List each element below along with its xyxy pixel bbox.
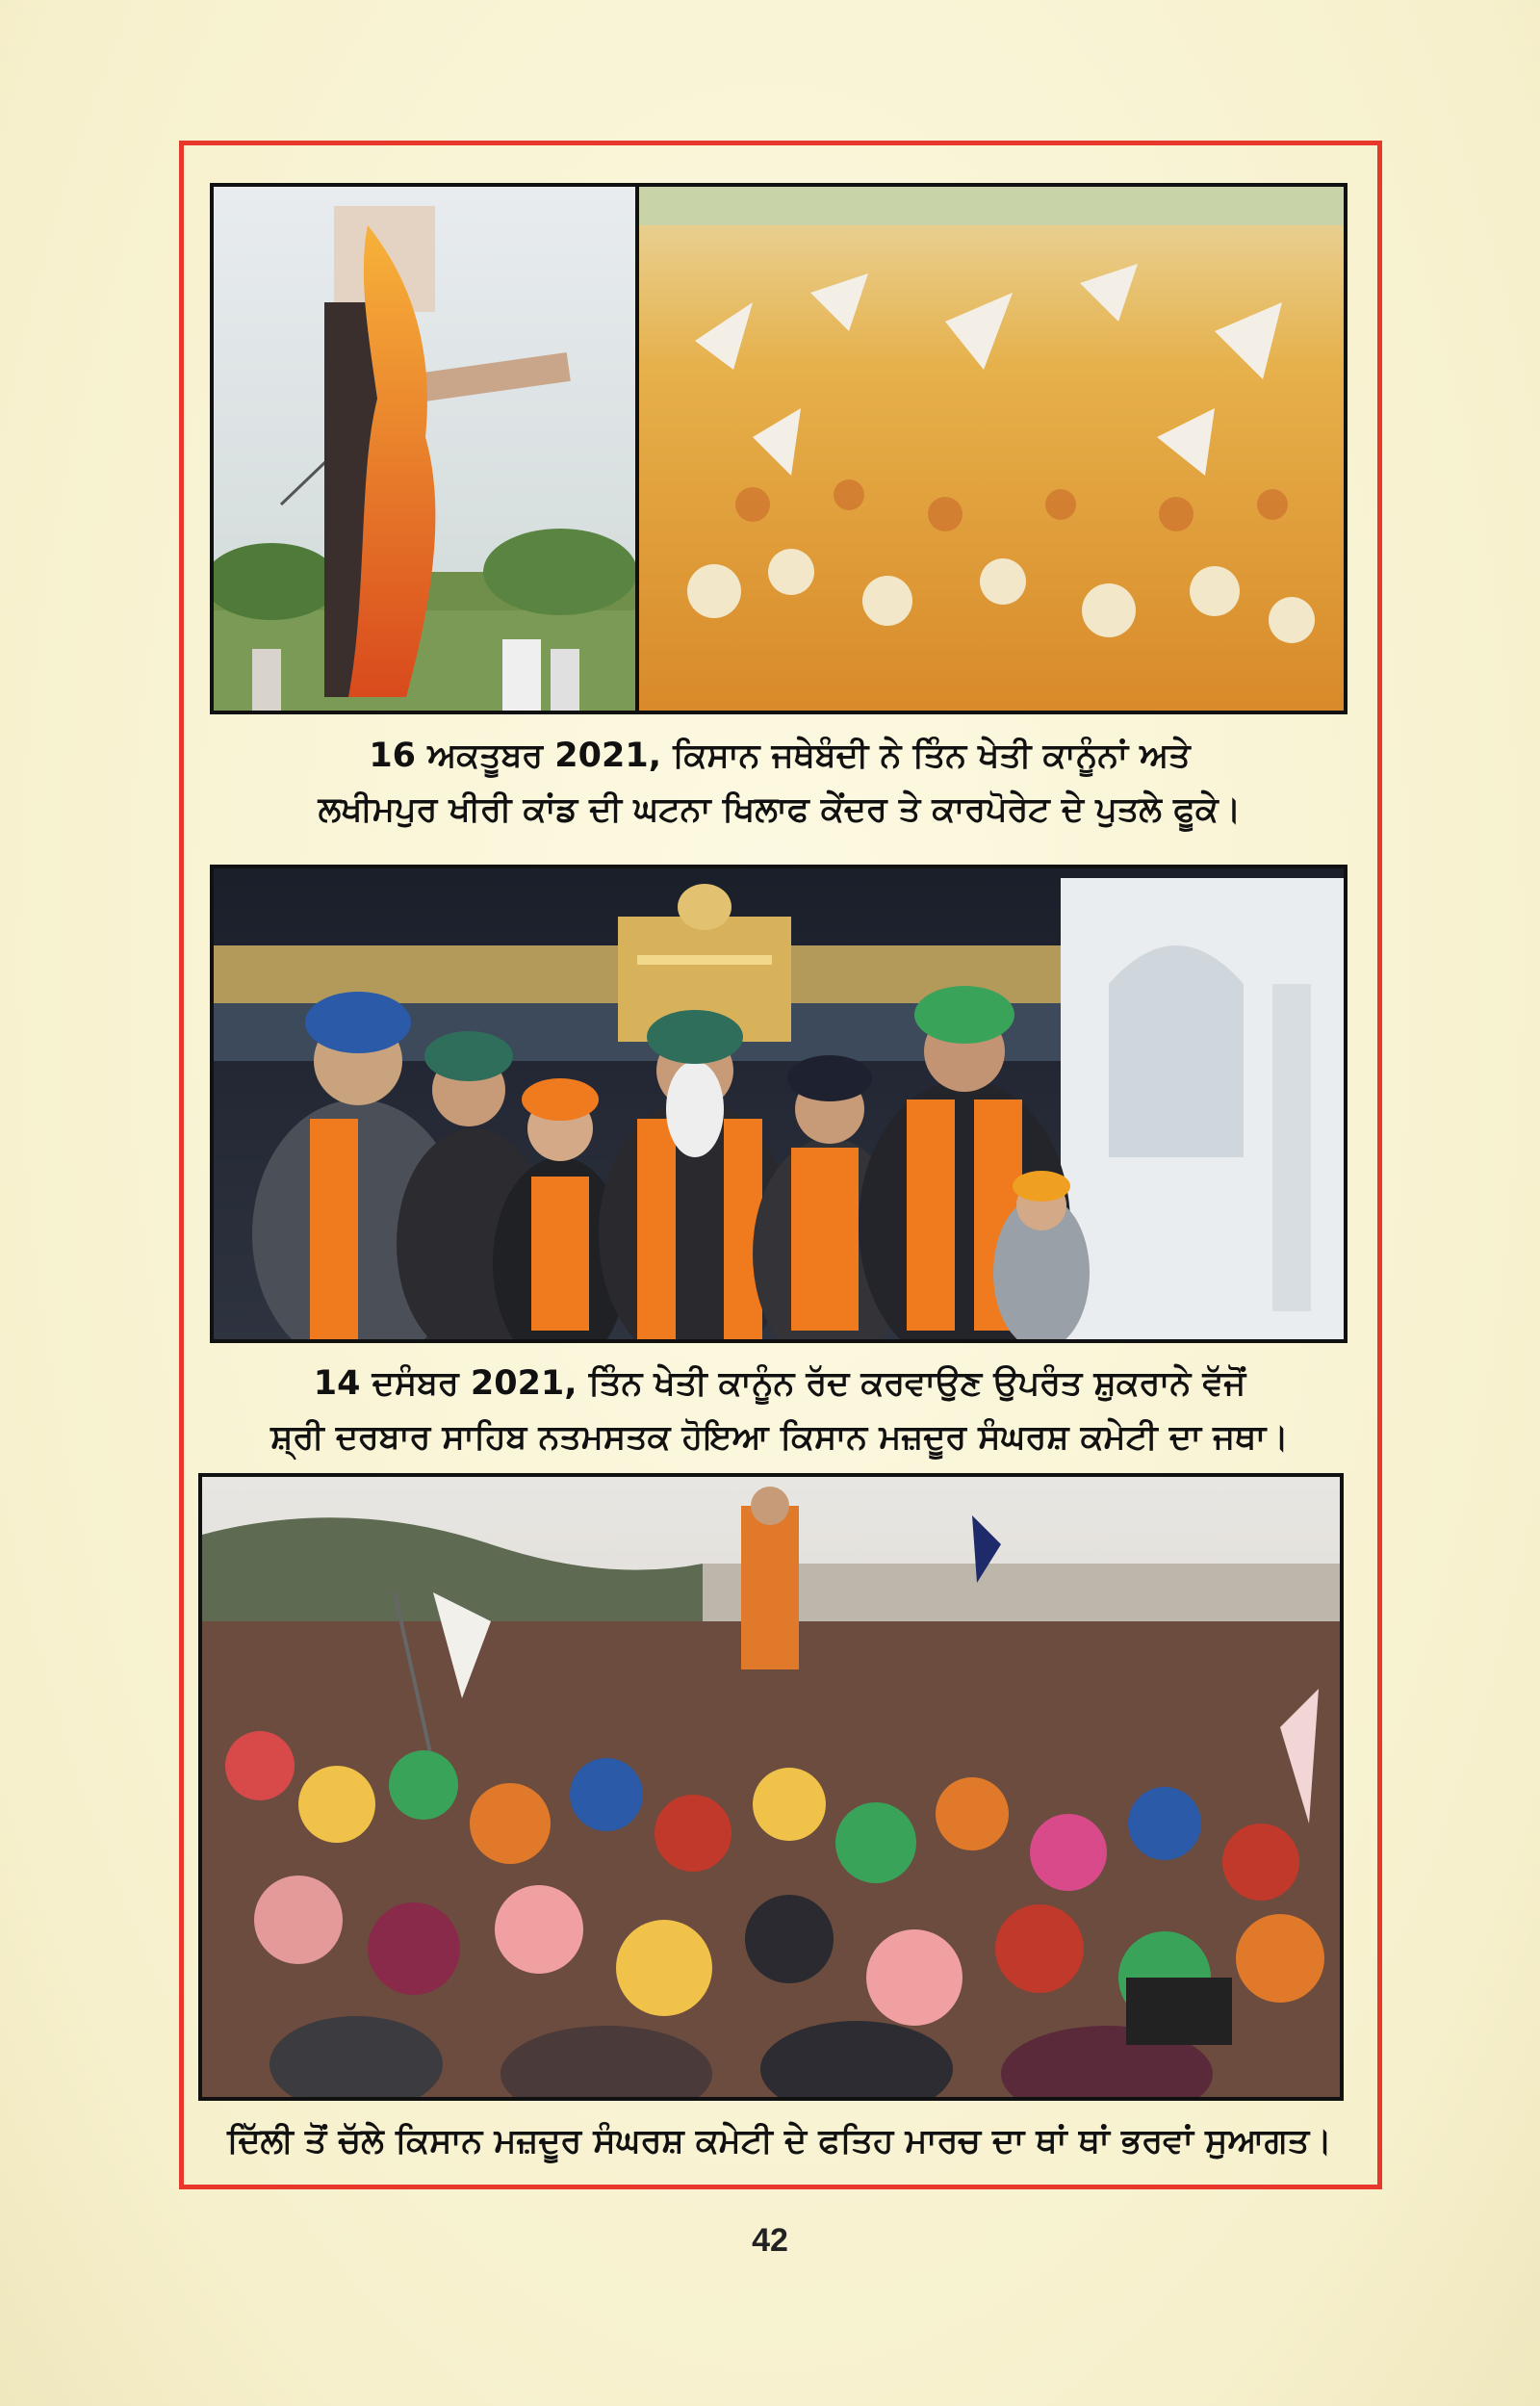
- caption-line: ਸ਼੍ਰੀ ਦਰਬਾਰ ਸਾਹਿਬ ਨਤਮਸਤਕ ਹੋਇਆ ਕਿਸਾਨ ਮਜ਼ਦੂਰ ਸੰਘਰਸ਼ ਕਮੇਟੀ ਦਾ ਜਥਾ।: [270, 1418, 1289, 1457]
- caption-line: 16 ਅਕਤੂਬਰ 2021, ਕਿਸਾਨ ਜਥੇਬੰਦੀ ਨੇ ਤਿੰਨ ਖੇਤੀ ਕਾਨੂੰਨਾਂ ਅਤੇ: [369, 737, 1191, 775]
- page-number: 42: [752, 2222, 788, 2259]
- caption-line: 14 ਦਸੰਬਰ 2021, ਤਿੰਨ ਖੇਤੀ ਕਾਨੂੰਨ ਰੱਦ ਕਰਵਾਉਣ ਉਪਰੰਤ ਸ਼ੁਕਰਾਨੇ ਵੱਜੋਂ: [313, 1364, 1246, 1403]
- caption-golden-temple: [192, 1357, 1367, 1464]
- caption-line: ਦਿੱਲੀ ਤੋਂ ਚੱਲੇ ਕਿਸਾਨ ਮਜ਼ਦੂਰ ਸੰਘਰਸ਼ ਕਮੇਟੀ ਦੇ ਫਤਿਹ ਮਾਰਚ ਦਾ ਥਾਂ ਥਾਂ ਭਰਵਾਂ ਸੁਆਗਤ।: [227, 2122, 1332, 2160]
- photo-effigy-protest: [210, 183, 1348, 714]
- caption-line: ਲਖੀਮਪੁਰ ਖੀਰੀ ਕਾਂਡ ਦੀ ਘਟਨਾ ਖਿਲਾਫ ਕੇਂਦਰ ਤੇ ਕਾਰਪੋਰੇਟ ਦੇ ਪੁਤਲੇ ਫੂਕੇ।: [318, 790, 1242, 829]
- photo-fateh-march-crowd: [198, 1473, 1344, 2101]
- photo-golden-temple-group: [210, 865, 1348, 1343]
- caption-effigy-protest: [192, 729, 1367, 837]
- caption-fateh-march: [192, 2114, 1367, 2168]
